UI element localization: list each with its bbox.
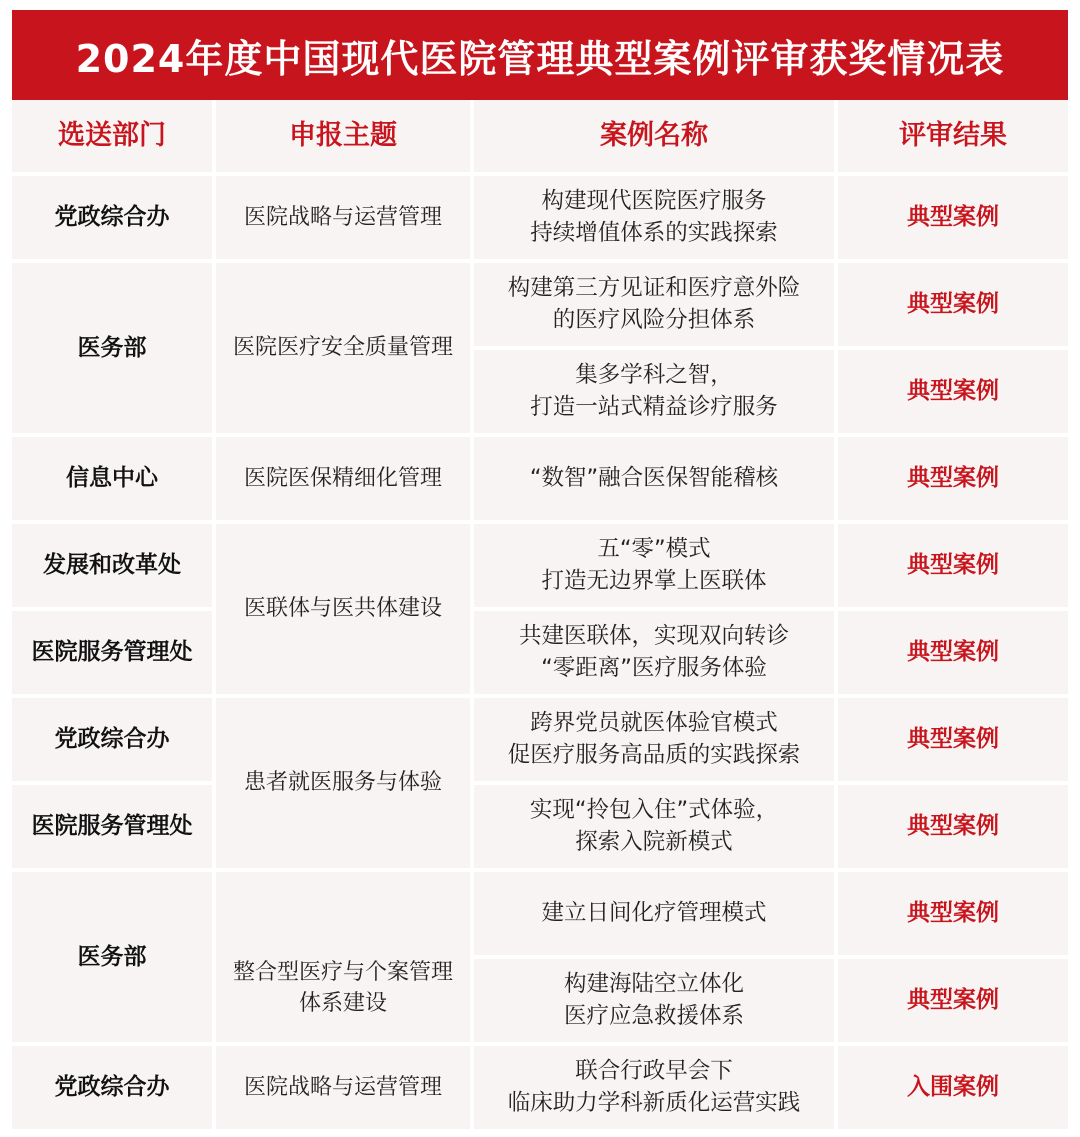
- topic-line: 整合型医疗与个案管理: [232, 959, 453, 985]
- topic-line: 医联体与医共体建设: [243, 596, 442, 622]
- table-row: [12, 263, 1068, 350]
- dept-cell: 发展和改革处: [12, 524, 216, 611]
- case-line: 集多学科之智，: [575, 361, 733, 388]
- case-cell: [474, 1046, 838, 1133]
- result-cell: 典型案例: [838, 437, 1068, 524]
- result-cell: 典型案例: [838, 176, 1068, 263]
- case-line: 的医疗风险分担体系: [552, 306, 756, 333]
- table-row: [12, 611, 1068, 698]
- dept-cell: 医院服务管理处: [12, 785, 216, 872]
- topic-cell: [216, 698, 474, 872]
- header-dept: 选送部门: [12, 100, 216, 176]
- dept-cell: 医院服务管理处: [12, 611, 216, 698]
- dept-cell: 信息中心: [12, 437, 216, 524]
- result-cell: 典型案例: [838, 959, 1068, 1046]
- topic-line: 医院医疗安全质量管理: [232, 335, 453, 361]
- header-topic: 申报主题: [216, 100, 474, 176]
- topic-line: 医院战略与运营管理: [243, 1074, 442, 1100]
- case-line: “零距离”医疗服务体验: [541, 654, 767, 681]
- case-cell: [474, 437, 838, 524]
- topic-cell: [216, 872, 474, 1046]
- case-line: 临床助力学科新质化运营实践: [507, 1089, 801, 1116]
- case-cell: [474, 959, 838, 1046]
- case-line: 五“零”模式: [597, 535, 711, 562]
- case-line: 构建第三方见证和医疗意外险: [507, 274, 801, 301]
- case-cell: [474, 872, 838, 959]
- table-row: [12, 872, 1068, 959]
- topic-cell: [216, 176, 474, 263]
- case-line: 实现“拎包入住”式体验，: [529, 796, 779, 823]
- result-cell: 典型案例: [838, 263, 1068, 350]
- result-cell: 典型案例: [838, 698, 1068, 785]
- table-row: [12, 785, 1068, 872]
- dept-cell: 党政综合办: [12, 698, 216, 785]
- dept-cell: 党政综合办: [12, 1046, 216, 1133]
- case-line: 跨界党员就医体验官模式: [530, 709, 778, 736]
- dept-cell: 医务部: [12, 872, 216, 1046]
- case-cell: [474, 176, 838, 263]
- case-cell: [474, 263, 838, 350]
- awards-table: [12, 100, 1068, 1133]
- table-title: 2024年度中国现代医院管理典型案例评审获奖情况表: [12, 10, 1068, 100]
- table-row: [12, 1046, 1068, 1133]
- header-result: 评审结果: [838, 100, 1068, 176]
- case-line: 医疗应急救援体系: [563, 1002, 744, 1029]
- table-row: [12, 698, 1068, 785]
- case-cell: [474, 350, 838, 437]
- case-line: “数智”融合医保智能稽核: [529, 464, 779, 491]
- case-line: 促医疗服务高品质的实践探索: [507, 741, 801, 768]
- case-cell: [474, 785, 838, 872]
- header-case: 案例名称: [474, 100, 838, 176]
- case-line: 构建海陆空立体化: [563, 970, 744, 997]
- result-cell: 典型案例: [838, 611, 1068, 698]
- result-cell: 入围案例: [838, 1046, 1068, 1133]
- topic-cell: [216, 263, 474, 437]
- table-row: [12, 437, 1068, 524]
- result-cell: 典型案例: [838, 785, 1068, 872]
- result-cell: 典型案例: [838, 872, 1068, 959]
- table-row: [12, 176, 1068, 263]
- result-cell: 典型案例: [838, 350, 1068, 437]
- case-line: 建立日间化疗管理模式: [541, 899, 767, 926]
- case-line: 联合行政早会下: [575, 1057, 733, 1084]
- topic-line: 医院医保精细化管理: [243, 465, 442, 491]
- topic-line: 医院战略与运营管理: [243, 204, 442, 230]
- topic-cell: [216, 1046, 474, 1133]
- topic-cell: [216, 524, 474, 698]
- case-line: 持续增值体系的实践探索: [530, 219, 778, 246]
- header-row: [12, 100, 1068, 176]
- case-line: 探索入院新模式: [575, 828, 733, 855]
- result-cell: 典型案例: [838, 524, 1068, 611]
- case-line: 打造无边界掌上医联体: [541, 567, 767, 594]
- table-row: [12, 524, 1068, 611]
- case-line: 共建医联体，实现双向转诊: [518, 622, 789, 649]
- dept-cell: 党政综合办: [12, 176, 216, 263]
- case-line: 构建现代医院医疗服务: [541, 187, 767, 214]
- case-cell: [474, 698, 838, 785]
- case-cell: [474, 611, 838, 698]
- case-cell: [474, 524, 838, 611]
- case-line: 打造一站式精益诊疗服务: [530, 393, 778, 420]
- dept-cell: 医务部: [12, 263, 216, 437]
- topic-cell: [216, 437, 474, 524]
- topic-line: 患者就医服务与体验: [243, 770, 442, 796]
- topic-line: 体系建设: [298, 991, 387, 1016]
